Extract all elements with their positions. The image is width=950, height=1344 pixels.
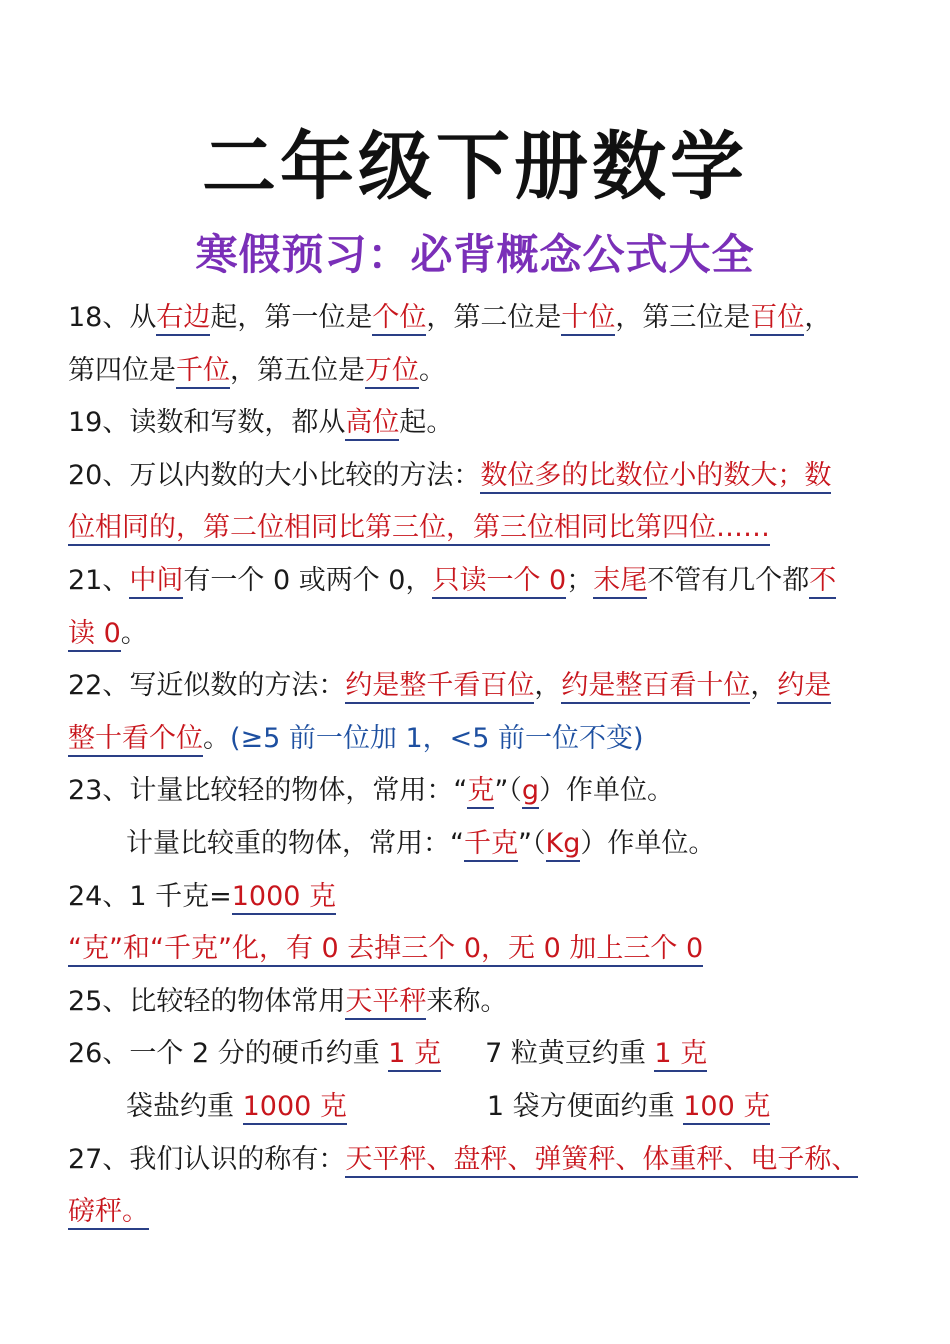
item-25 [68,976,898,1029]
highlight: 末尾 [593,565,647,599]
text: 24、1 千克= [68,880,232,912]
text: ，第二位是 [426,302,562,333]
highlight: 只读一个 0 [432,565,566,599]
highlight: 1 克 [388,1038,441,1072]
highlight: g [522,775,539,809]
item-18-line-1 [68,292,898,345]
highlight: Kg [546,828,581,862]
text: 袋盐约重 [126,1090,243,1122]
item-26-line-1 [68,1028,898,1081]
highlight: 读 0 [68,618,121,652]
highlight: 天平秤 [345,986,426,1020]
text: 22、写近似数的方法： [68,670,346,702]
text: 19、读数和写数，都从 [68,407,346,439]
highlight: 百位 [750,302,804,336]
item-27-line-2 [68,1186,898,1239]
text: ）作单位。 [538,775,674,807]
item-23-line-2 [68,818,898,871]
item-26-line-2 [68,1081,898,1134]
highlight: 右边 [156,302,210,336]
text: 26、一个 2 分的硬币约重 [68,1038,389,1070]
rounding-note: (≥5 前一位加 1，<5 前一位不变) [230,722,644,754]
highlight: 约是 [777,670,831,704]
text: 有一个 0 或两个 0， [183,564,433,596]
text: 18、从 [68,302,157,333]
text: ）作单位。 [580,827,716,859]
page-title: 二年级下册数学 [202,124,748,210]
text: ， [804,302,832,333]
text: 起。 [399,407,454,439]
text: 。 [419,354,446,386]
highlight: 1000 克 [243,1091,347,1125]
text: 20、万以内数的大小比较的方法： [68,459,481,491]
text: 不管有几个都 [647,564,810,596]
item-19 [68,397,898,450]
item-20-line-2 [68,502,898,555]
text: 27、我们认识的称有： [68,1143,346,1175]
highlight: 克 [467,775,494,809]
highlight: 数位多的比数位小的数大；数 [480,460,831,494]
highlight: 磅秤。 [68,1196,149,1230]
highlight: 整十看个位 [68,723,203,757]
text: 7 粒黄豆约重 [485,1038,655,1070]
text: 来称。 [426,985,508,1017]
highlight: 高位 [345,407,399,441]
highlight: 个位 [372,302,426,336]
text: 。 [203,722,230,754]
highlight: 1000 克 [232,881,336,915]
text: 21、 [68,564,130,596]
text: ，第五位是 [230,354,365,386]
concept-list [68,292,898,1239]
text: ， [534,670,562,702]
item-23-line-1 [68,765,898,818]
item-22-line-2 [68,713,898,766]
text: 计量比较重的物体，常用：“ [126,827,464,859]
text: 23、计量比较轻的物体，常用：“ [68,775,468,807]
item-24-line-2 [68,923,898,976]
highlight: 约是整千看百位 [345,670,534,704]
text: ，第三位是 [615,302,751,333]
highlight: 1 克 [654,1038,707,1072]
page-subtitle: 寒假预习：必背概念公式大全 [195,230,755,279]
highlight: 十位 [561,302,615,336]
text: 25、比较轻的物体常用 [68,985,346,1017]
text: ， [750,670,778,702]
highlight: 中间 [129,565,183,599]
text: 第四位是 [68,354,176,386]
highlight: 约是整百看十位 [561,670,750,704]
text: ”（ [494,775,522,807]
highlight: 位相同的，第二位相同比第三位，第三位相同比第四位…… [68,512,770,546]
text: 1 袋方便面约重 [486,1090,684,1122]
highlight: 100 克 [683,1091,770,1125]
item-27-line-1 [68,1134,898,1187]
highlight: 千位 [176,355,230,389]
item-22-line-1 [68,660,898,713]
item-21-line-1 [68,555,898,608]
text: 。 [120,617,148,649]
highlight: 千克 [464,828,518,862]
text: 起，第一位是 [210,302,373,333]
highlight: 天平秤、盘秤、弹簧秤、体重秤、电子称、 [345,1144,858,1178]
item-21-line-2 [68,608,898,661]
text: ”（ [518,827,546,859]
item-18-line-2 [68,345,898,398]
highlight: 万位 [365,355,419,389]
text: ； [566,564,594,596]
item-24-line-1 [68,871,898,924]
highlight: “克”和“千克”化，有 0 去掉三个 0，无 0 加上三个 0 [68,933,703,967]
highlight: 不 [809,565,836,599]
item-20-line-1 [68,450,898,503]
